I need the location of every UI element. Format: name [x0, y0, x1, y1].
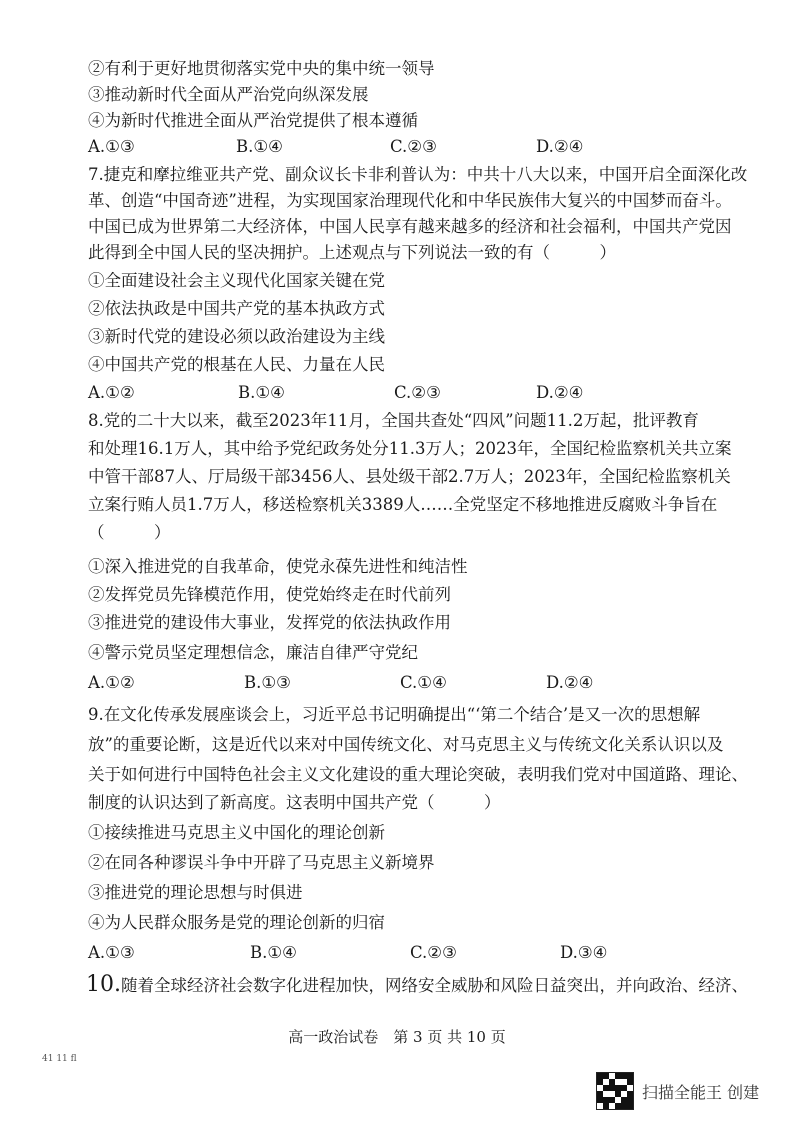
q7-item-2: ②依法执政是中国共产党的基本执政方式 [88, 299, 385, 318]
qr-code-icon [596, 1072, 634, 1110]
q9-option-b: B.①④ [250, 943, 297, 962]
q6-item-3: ③推动新时代全面从严治党向纵深发展 [88, 85, 369, 104]
watermark-text: 扫描全能王 创建 [642, 1082, 760, 1102]
q8-item-3: ③推进党的建设伟大事业，发挥党的依法执政作用 [88, 613, 451, 632]
q8-item-2: ②发挥党员先锋模范作用，使党始终走在时代前列 [88, 585, 451, 604]
q7-stem-line-3: 中国已成为世界第二大经济体，中国人民享有越来越多的经济和社会福利，中国共产党因 [88, 217, 732, 236]
q7-option-d: D.②④ [536, 383, 584, 402]
q7-stem-line-1: 7.捷克和摩拉维亚共产党、副众议长卡非利普认为：中共十八大以来，中国开启全面深化改 [88, 165, 748, 184]
q8-item-4: ④警示党员坚定理想信念，廉洁自律严守党纪 [88, 643, 418, 662]
q9-option-a: A.①③ [88, 943, 135, 962]
q9-stem-line-3: 关于如何进行中国特色社会主义文化建设的重大理论突破，表明我们党对中国道路、理论、 [88, 765, 748, 784]
q9-item-4: ④为人民群众服务是党的理论创新的归宿 [88, 913, 385, 932]
page-footer: 高一政治试卷 第 3 页 共 10 页 [288, 1028, 506, 1046]
q8-stem-line-1: 8.党的二十大以来，截至2023年11月，全国共查处“四风”问题11.2万起，批评教育 [88, 411, 699, 430]
q6-item-2: ②有利于更好地贯彻落实党中央的集中统一领导 [88, 59, 435, 78]
q9-item-3: ③推进党的理论思想与时俱进 [88, 883, 303, 902]
q10-number: 10. [86, 972, 121, 997]
q8-option-a: A.①② [88, 673, 135, 692]
q7-option-b: B.①④ [238, 383, 285, 402]
q9-stem-line-1: 9.在文化传承发展座谈会上，习近平总书记明确提出“‘第二个结合’是又一次的思想解 [88, 705, 701, 724]
q8-answer-bracket: （ ） [88, 523, 171, 542]
q6-option-c: C.②③ [390, 137, 437, 156]
q7-option-a: A.①② [88, 383, 135, 402]
q9-item-1: ①接续推进马克思主义中国化的理论创新 [88, 823, 385, 842]
q8-option-b: B.①③ [244, 673, 291, 692]
q7-option-c: C.②③ [394, 383, 441, 402]
scan-mark: 41 11 fl [42, 1054, 77, 1064]
q9-option-d: D.③④ [560, 943, 608, 962]
q10-stem-line-1 [86, 974, 748, 997]
q8-options [88, 672, 728, 694]
q8-item-1: ①深入推进党的自我革命，使党永葆先进性和纯洁性 [88, 557, 468, 576]
q6-option-d: D.②④ [536, 137, 584, 156]
q7-item-3: ③新时代党的建设必须以政治建设为主线 [88, 327, 385, 346]
q7-stem-line-4: 此得到全中国人民的坚决拥护。上述观点与下列说法一致的有（ ） [88, 243, 616, 262]
q10-text: 随着全球经济社会数字化进程加快，网络安全威胁和风险日益突出，并向政治、经济、 [121, 976, 748, 995]
q7-item-4: ④中国共产党的根基在人民、力量在人民 [88, 355, 385, 374]
q8-stem-line-4: 立案行贿人员1.7万人，移送检察机关3389人……全党坚定不移地推进反腐败斗争旨在 [88, 495, 718, 514]
q6-item-4: ④为新时代推进全面从严治党提供了根本遵循 [88, 111, 418, 130]
q9-option-c: C.②③ [410, 943, 457, 962]
q6-option-b: B.①④ [236, 137, 283, 156]
q7-item-1: ①全面建设社会主义现代化国家关键在党 [88, 271, 385, 290]
q7-options [88, 382, 728, 404]
q6-option-a: A.①③ [88, 137, 135, 156]
q8-option-d: D.②④ [546, 673, 594, 692]
q9-stem-line-2: 放”的重要论断，这是近代以来对中国传统文化、对马克思主义与传统文化关系认识以及 [88, 735, 724, 754]
q8-stem-line-2: 和处理16.1万人，其中给予党纪政务处分11.3万人；2023年，全国纪检监察机关共立案 [88, 439, 732, 458]
q9-options [88, 942, 728, 964]
q7-stem-line-2: 革、创造“中国奇迹”进程，为实现国家治理现代化和中华民族伟大复兴的中国梦而奋斗。 [88, 191, 732, 210]
q6-options [88, 136, 728, 158]
q8-option-c: C.①④ [400, 673, 447, 692]
q9-stem-line-4: 制度的认识达到了新高度。这表明中国共产党（ ） [88, 793, 501, 812]
q8-stem-line-3: 中管干部87人、厅局级干部3456人、县处级干部2.7万人；2023年，全国纪检监察机关 [88, 467, 731, 486]
scanner-watermark [596, 1072, 759, 1110]
q9-item-2: ②在同各种谬误斗争中开辟了马克思主义新境界 [88, 853, 435, 872]
